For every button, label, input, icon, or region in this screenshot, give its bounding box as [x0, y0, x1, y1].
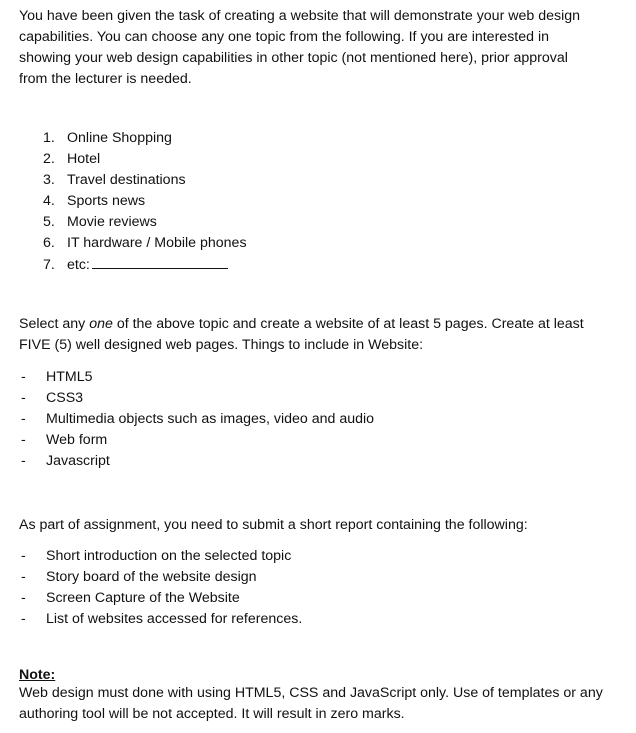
intro-line: from the lecturer is needed.: [19, 71, 192, 87]
select-line: FIVE (5) well designed web pages. Things to include in Website:: [19, 337, 424, 353]
topic-number: 4.: [43, 193, 55, 209]
topic-item: [43, 149, 247, 170]
topic-item: [43, 233, 247, 254]
dash-bullet: -: [21, 569, 26, 585]
note-line: authoring tool will be not accepted. It will result in zero marks.: [19, 706, 405, 722]
note-body: [19, 683, 624, 725]
topic-number: 3.: [43, 172, 55, 188]
include-item: [19, 367, 374, 388]
dash-bullet: -: [21, 390, 26, 406]
include-item-label: Javascript: [46, 453, 110, 469]
dash-bullet: -: [21, 590, 26, 606]
report-item: [19, 546, 302, 567]
include-item-label: CSS3: [46, 390, 84, 406]
intro-line: You have been given the task of creating a website that will demonstrate your web design: [19, 8, 581, 24]
report-item-list: [19, 546, 302, 630]
topic-label: Hotel: [67, 151, 101, 167]
include-item: [19, 388, 374, 409]
note-line: Web design must done with using HTML5, CSS and JavaScript only. Use of templates or any: [19, 685, 603, 701]
intro-paragraph: [19, 6, 619, 90]
topic-item: [43, 254, 247, 275]
include-item-label: Multimedia objects such as images, video and audio: [46, 411, 375, 427]
select-line: [19, 314, 619, 335]
include-item: [19, 430, 374, 451]
dash-bullet: -: [21, 432, 26, 448]
report-item-label: Story board of the website design: [46, 569, 257, 585]
report-item-label: Screen Capture of the Website: [46, 590, 240, 606]
topic-number: 2.: [43, 151, 55, 167]
topic-label: Sports news: [67, 193, 146, 209]
website-include-list: [19, 367, 374, 472]
topic-label: Online Shopping: [67, 130, 172, 146]
include-item: [19, 451, 374, 472]
topic-label: IT hardware / Mobile phones: [67, 235, 247, 251]
topic-number: 7.: [43, 257, 55, 273]
report-item: [19, 588, 302, 609]
note-heading: Note:: [19, 667, 56, 683]
topic-item: [43, 191, 247, 212]
dash-bullet: -: [21, 369, 26, 385]
topic-label: Travel destinations: [67, 172, 186, 188]
intro-line: capabilities. You can choose any one topic from the following. If you are interested in: [19, 29, 549, 45]
topic-item: [43, 212, 247, 233]
select-text-before: Select any: [19, 316, 90, 332]
dash-bullet: -: [21, 453, 26, 469]
include-item-label: Web form: [46, 432, 108, 448]
topic-list: [43, 128, 247, 275]
report-intro: As part of assignment, you need to submit a short report containing the following:: [19, 517, 528, 533]
topic-label: Movie reviews: [67, 214, 157, 230]
include-item-label: HTML5: [46, 369, 93, 385]
include-item: [19, 409, 374, 430]
topic-number: 6.: [43, 235, 55, 251]
dash-bullet: -: [21, 548, 26, 564]
select-text-after: of the above topic and create a website of at least 5 pages. Create at least: [112, 316, 584, 332]
report-item-label: List of websites accessed for references.: [46, 611, 303, 627]
topic-number: 1.: [43, 130, 55, 146]
topic-item: [43, 170, 247, 191]
intro-line: showing your web design capabilities in other topic (not mentioned here), prior approval: [19, 50, 568, 66]
report-item: [19, 609, 302, 630]
topic-label: etc:: [67, 257, 90, 273]
select-emphasis: one: [89, 316, 113, 332]
report-item: [19, 567, 302, 588]
dash-bullet: -: [21, 611, 26, 627]
topic-number: 5.: [43, 214, 55, 230]
topic-item: [43, 128, 247, 149]
assignment-document: [19, 6, 619, 722]
report-paragraph: [19, 515, 619, 536]
report-item-label: Short introduction on the selected topic: [46, 548, 292, 564]
select-paragraph: [19, 314, 619, 356]
fill-in-blank-line: [92, 254, 228, 269]
dash-bullet: -: [21, 411, 26, 427]
